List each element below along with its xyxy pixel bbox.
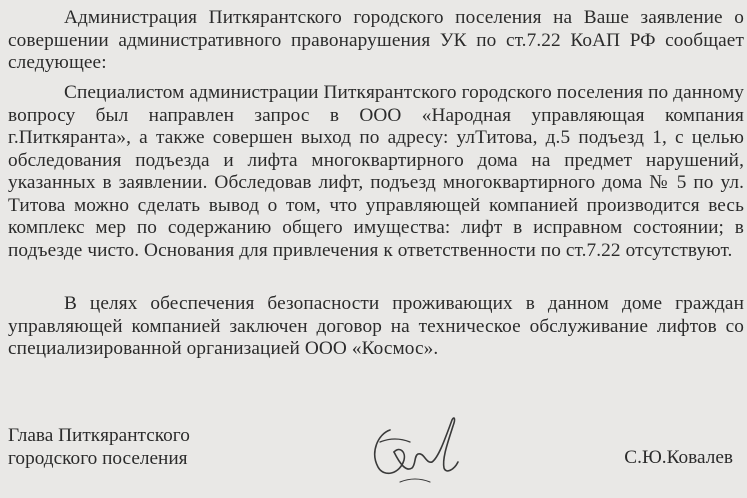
paragraph-maintenance <box>8 293 744 361</box>
signatory-position-line2: городского поселения <box>8 447 188 469</box>
paragraph-text: Специалистом администрации Питкярантского городского поселения по данному вопросу был направлен запрос в ООО «Народная управляющая компания г.Питкяранта», а также совершен выход по адресу: улТитова, д.5 подъезд 1, с целью обследования подъезда и лифта многоквартирного дома на предмет нарушений, указанных в заявлении. Обследовав лифт, подъезд многоквартирного дома № 5 по ул. Титова можно сделать вывод о том, что управляющей компанией производится весь комплекс мер по содержанию общего имущества: лифт в исправном состоянии; в подъезде чисто. Основания для привлечения к ответственности по ст.7.22 отсутствуют. <box>8 82 744 261</box>
signatory-name: С.Ю.Ковалев <box>624 447 733 468</box>
paragraph-text: Администрация Питкярантского городского поселения на Ваше заявление о совершении административного правонарушения УК по ст.7.22 КоАП РФ сообщает следующее: <box>8 7 744 73</box>
signatory-position-line1: Глава Питкярантского <box>8 425 190 446</box>
signatory-position <box>8 425 190 470</box>
handwritten-signature <box>360 412 470 492</box>
paragraph-findings <box>8 82 744 262</box>
paragraph-intro <box>8 7 744 75</box>
paragraph-text: В целях обеспечения безопасности проживающих в данном доме граждан управляющей компанией заключен договор на техническое обслуживание лифтов со специализированной организацией ООО «Космос». <box>8 293 744 359</box>
